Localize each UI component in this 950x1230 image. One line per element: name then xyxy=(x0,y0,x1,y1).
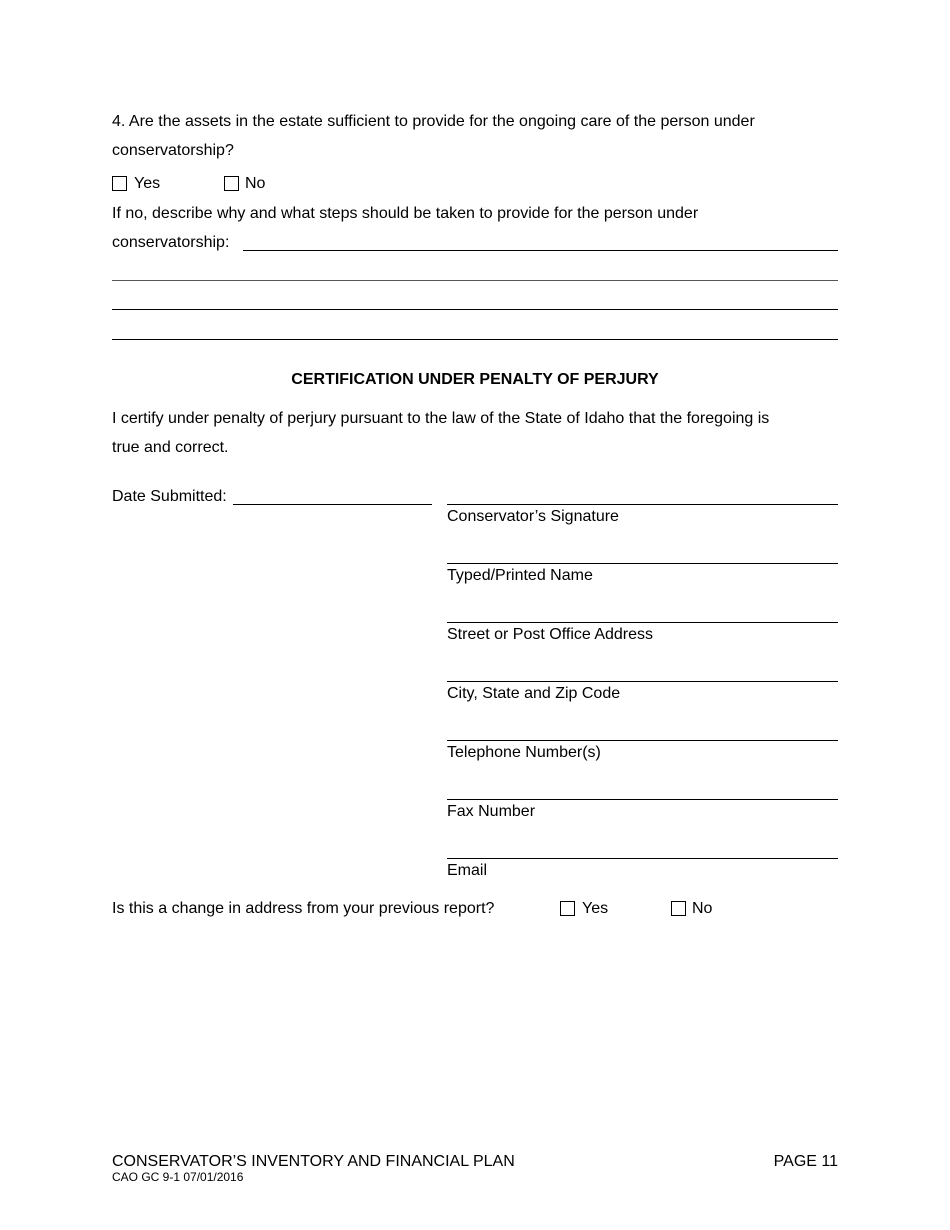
email-line[interactable] xyxy=(447,858,838,859)
signature-label: Conservator’s Signature xyxy=(447,508,619,525)
street-address-line[interactable] xyxy=(447,622,838,623)
fax-line[interactable] xyxy=(447,799,838,800)
certification-heading: CERTIFICATION UNDER PENALTY OF PERJURY xyxy=(291,371,659,388)
date-submitted-line[interactable] xyxy=(233,504,432,505)
certification-text-line1: I certify under penalty of perjury pursuant to the law of the State of Idaho that the foregoing is xyxy=(112,410,770,427)
city-state-zip-line[interactable] xyxy=(447,681,838,682)
describe-text-line1: If no, describe why and what steps should be taken to provide for the person under xyxy=(112,205,699,222)
date-submitted-label: Date Submitted: xyxy=(112,488,227,505)
address-change-yes-label: Yes xyxy=(582,900,609,917)
question4-text-line1: 4. Are the assets in the estate sufficient to provide for the ongoing care of the person under xyxy=(112,113,755,130)
city-state-zip-label: City, State and Zip Code xyxy=(447,685,621,702)
describe-answer-line-2[interactable] xyxy=(112,280,838,281)
certification-text-line2: true and correct. xyxy=(112,439,229,456)
address-change-yes-checkbox[interactable] xyxy=(560,901,575,916)
describe-answer-line-4[interactable] xyxy=(112,339,838,340)
telephone-label: Telephone Number(s) xyxy=(447,744,601,761)
footer-title: CONSERVATOR’S INVENTORY AND FINANCIAL PLAN xyxy=(112,1153,515,1170)
describe-answer-line-3[interactable] xyxy=(112,309,838,310)
footer-page-number: PAGE 11 xyxy=(773,1153,838,1170)
question4-yes-checkbox[interactable] xyxy=(112,176,127,191)
describe-answer-line-1[interactable] xyxy=(243,250,838,251)
describe-text-line2: conservatorship: xyxy=(112,234,230,251)
printed-name-label: Typed/Printed Name xyxy=(447,567,593,584)
printed-name-line[interactable] xyxy=(447,563,838,564)
footer-form-code: CAO GC 9-1 07/01/2016 xyxy=(112,1170,244,1184)
address-change-no-label: No xyxy=(692,900,713,917)
question4-no-label: No xyxy=(245,175,266,192)
street-address-label: Street or Post Office Address xyxy=(447,626,654,643)
question4-yes-label: Yes xyxy=(134,175,161,192)
address-change-no-checkbox[interactable] xyxy=(671,901,686,916)
address-change-question: Is this a change in address from your previous report? xyxy=(112,900,495,917)
telephone-line[interactable] xyxy=(447,740,838,741)
signature-line[interactable] xyxy=(447,504,838,505)
question4-text-line2: conservatorship? xyxy=(112,142,234,159)
question4-no-checkbox[interactable] xyxy=(224,176,239,191)
email-label: Email xyxy=(447,862,488,879)
fax-label: Fax Number xyxy=(447,803,536,820)
